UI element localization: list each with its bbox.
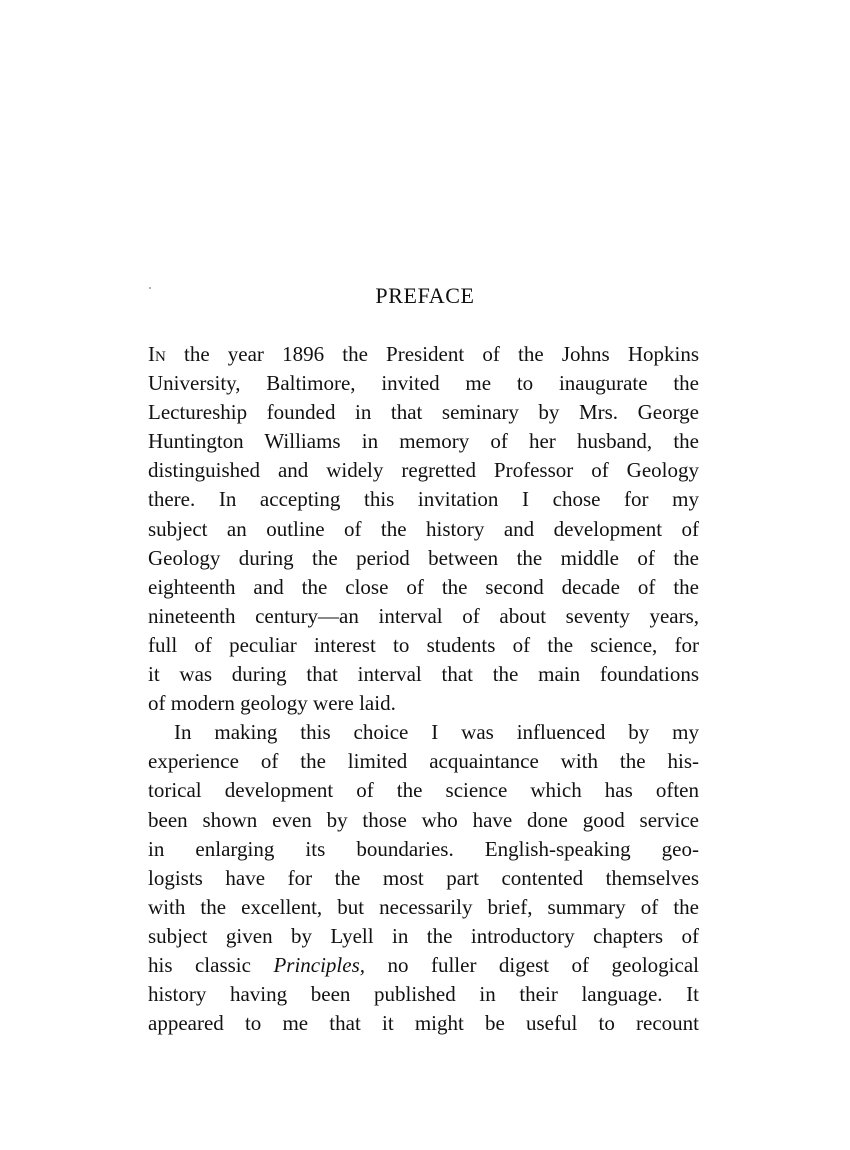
text-line: experience of the limited acquaintance with the his- [148, 749, 699, 774]
line-text: his classic [148, 952, 274, 977]
text-line: appeared to me that it might be useful to recount [148, 1011, 699, 1036]
text-line: Huntington Williams in memory of her husband, the [148, 429, 699, 454]
text-line: subject an outline of the history and development of [148, 516, 699, 541]
text-line: logists have for the most part contented themselves [148, 865, 699, 890]
text-line [148, 951, 699, 980]
text-line: Lectureship founded in that seminary by Mrs. George [148, 400, 699, 425]
line-text: the year 1896 the President of the Johns Hopkins [165, 342, 699, 366]
text-line: In making this choice I was influenced by my [174, 720, 699, 745]
book-title-italic: Principles, [273, 952, 366, 977]
text-line: Geology during the period between the middle of the [148, 545, 699, 570]
text-line: it was during that interval that the main foundations [148, 662, 699, 687]
text-line: in enlarging its boundaries. English-speaking geo- [148, 836, 699, 861]
text-line: been shown even by those who have done good service [148, 807, 699, 832]
drop-word: In [148, 342, 166, 366]
page-heading: PREFACE [375, 283, 475, 308]
text-line: with the excellent, but necessarily brief, summary of the [148, 894, 699, 919]
preface-body [148, 340, 699, 1038]
text-line: history having been published in their language. It [148, 982, 699, 1007]
text-line: of modern geology were laid. [148, 691, 396, 716]
line-text: no fuller digest of geological [365, 952, 699, 977]
text-line: nineteenth century—an interval of about seventy years, [148, 603, 699, 628]
text-line [148, 340, 699, 369]
text-line: there. In accepting this invitation I chose for my [148, 487, 699, 512]
text-line: University, Baltimore, invited me to inaugurate the [148, 371, 699, 396]
text-line: distinguished and widely regretted Professor of Geology [148, 458, 699, 483]
text-line: torical development of the science which has often [148, 778, 699, 803]
text-line: full of peculiar interest to students of the science, for [148, 632, 699, 657]
text-line: eighteenth and the close of the second decade of the [148, 574, 699, 599]
text-line: subject given by Lyell in the introductory chapters of [148, 923, 699, 948]
